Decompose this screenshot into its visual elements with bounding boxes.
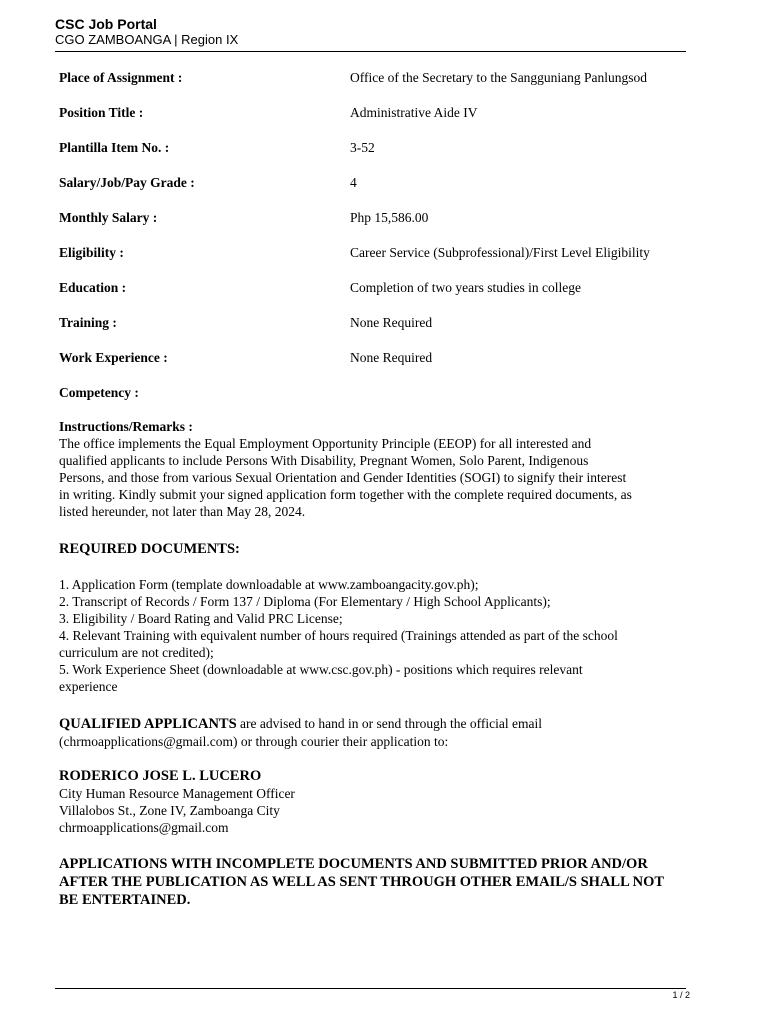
qualified-applicants-section [59, 715, 699, 750]
field-value: None Required [350, 350, 433, 365]
final-note-line: AFTER THE PUBLICATION AS WELL AS SENT THROUGH OTHER EMAIL/S SHALL NOT [59, 874, 665, 890]
document-item: 3. Eligibility / Board Rating and Valid PRC License; [59, 611, 343, 626]
field-label: Training : [59, 315, 117, 330]
field-label: Eligibility : [59, 245, 124, 260]
portal-subtitle: CGO ZAMBOANGA | Region IX [55, 32, 239, 47]
header-divider [55, 51, 686, 52]
field-training [59, 314, 699, 334]
field-label: Competency : [59, 385, 139, 400]
field-value: Completion of two years studies in college [350, 280, 581, 295]
field-work-experience [59, 349, 699, 369]
document-item: experience [59, 679, 118, 694]
field-label: Salary/Job/Pay Grade : [59, 175, 195, 190]
page-header [55, 16, 238, 48]
field-label: Plantilla Item No. : [59, 140, 170, 155]
contact-address: Villalobos St., Zone IV, Zamboanga City [59, 803, 280, 818]
document-item: curriculum are not credited); [59, 645, 214, 660]
final-note [59, 855, 699, 909]
field-education [59, 279, 699, 299]
document-item: 1. Application Form (template downloadable at www.zamboangacity.gov.ph); [59, 577, 479, 592]
instructions-line: The office implements the Equal Employment Opportunity Principle (EEOP) for all interested and [59, 436, 592, 451]
instructions-line: Persons, and those from various Sexual Orientation and Gender Identities (SOGI) to signify their interest [59, 470, 627, 485]
qualified-applicants-lead: QUALIFIED APPLICANTS [59, 716, 237, 732]
required-documents-heading: REQUIRED DOCUMENTS: [59, 541, 240, 557]
field-position-title [59, 104, 699, 124]
instructions-line: in writing. Kindly submit your signed application form together with the complete required documents, as [59, 487, 632, 502]
footer-divider [55, 988, 686, 989]
field-value: Career Service (Subprofessional)/First Level Eligibility [350, 245, 650, 260]
field-label: Work Experience : [59, 350, 168, 365]
field-eligibility [59, 244, 699, 264]
field-value: None Required [350, 315, 433, 330]
contact-title: City Human Resource Management Officer [59, 786, 295, 801]
final-note-line: BE ENTERTAINED. [59, 892, 191, 908]
field-value: Office of the Secretary to the Sangguniang Panlungsod [350, 70, 648, 85]
instructions-heading: Instructions/Remarks : [59, 419, 193, 434]
document-item: 4. Relevant Training with equivalent number of hours required (Trainings attended as part of the school [59, 628, 618, 643]
field-label: Monthly Salary : [59, 210, 158, 225]
portal-title: CSC Job Portal [55, 16, 157, 32]
field-value: 4 [350, 175, 357, 190]
final-note-line: APPLICATIONS WITH INCOMPLETE DOCUMENTS AND SUBMITTED PRIOR AND/OR [59, 856, 648, 872]
instructions-section [59, 418, 699, 520]
field-monthly-salary [59, 209, 699, 229]
required-documents-list [59, 576, 699, 695]
document-item: 2. Transcript of Records / Form 137 / Diploma (For Elementary / High School Applicants); [59, 594, 551, 609]
instructions-line: listed hereunder, not later than May 28, 2024. [59, 504, 306, 519]
contact-section [59, 768, 699, 836]
field-value: Php 15,586.00 [350, 210, 429, 225]
page-number: 1 / 2 [672, 990, 690, 1000]
field-value: 3-52 [350, 140, 375, 155]
field-label: Education : [59, 280, 127, 295]
field-label: Place of Assignment : [59, 70, 183, 85]
field-salary-grade [59, 174, 699, 194]
field-value: Administrative Aide IV [350, 105, 478, 120]
document-item: 5. Work Experience Sheet (downloadable at www.csc.gov.ph) - positions which requires relevant [59, 662, 583, 677]
qualified-applicants-text: (chrmoapplications@gmail.com) or through courier their application to: [59, 734, 449, 749]
required-documents-section [59, 541, 699, 558]
contact-name: RODERICO JOSE L. LUCERO [59, 768, 262, 784]
field-place-of-assignment [59, 69, 699, 89]
instructions-line: qualified applicants to include Persons With Disability, Pregnant Women, Solo Parent, Indigenous [59, 453, 589, 468]
field-label: Position Title : [59, 105, 144, 120]
contact-email: chrmoapplications@gmail.com [59, 820, 229, 835]
field-plantilla-item [59, 139, 699, 159]
field-competency [59, 384, 699, 404]
qualified-applicants-text: are advised to hand in or send through the official email [236, 716, 542, 731]
